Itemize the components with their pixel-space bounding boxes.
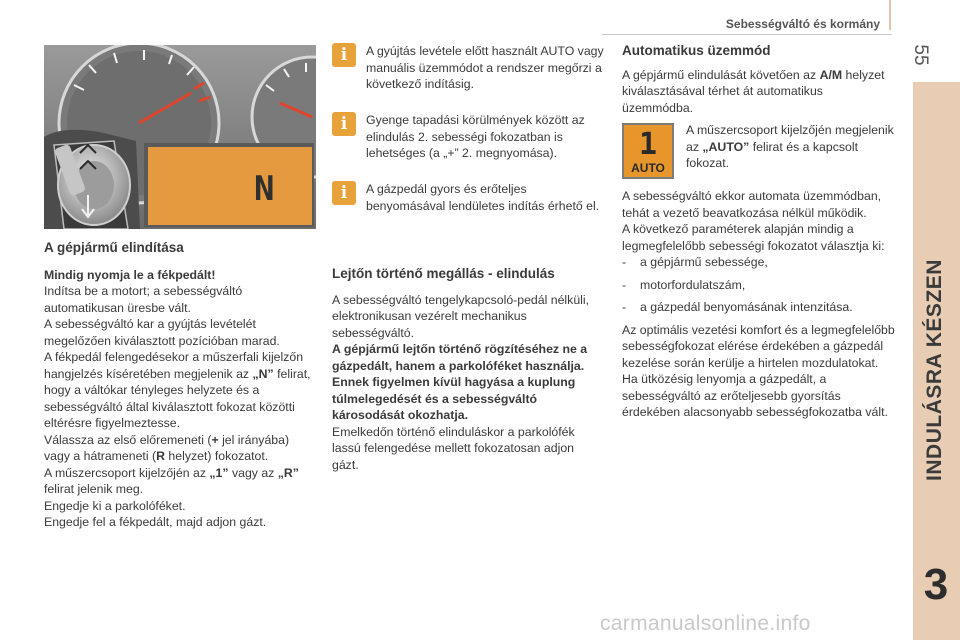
paragraph-5: A műszercsoport kijelzőjén az „1” vagy az „R” felirat jelenik meg. [44, 465, 299, 496]
paragraph-3: A fékpedál felengedésekor a műszerfali kijelzőn hangjelzés kíséretében megjelenik az „N” felirat, hogy a váltókar tényleges helyzete és a sebességváltó által kiválasztott fokozat közötti eltérésre figyelmeztesse. [44, 350, 311, 430]
gear-selector [44, 130, 140, 229]
header-divider [602, 34, 892, 35]
paragraph-7: Engedje fel a fékpedált, majd adjon gázt. [44, 515, 267, 529]
paragraph-6: Engedje ki a parkolóféket. [44, 498, 186, 513]
heading-hill-start: Lejtőn történő megállás - elindulás [332, 266, 555, 281]
hill-warning: A gépjármű lejtőn történő rögzítéséhez ne a gázpedált, hanem a parkolóféket használja. Ennek figyelmen kívül hagyása a kuplung túlmelegedését és a sebességváltó károsodását okozhatja. [332, 342, 588, 422]
auto-display-text [686, 122, 896, 172]
paragraph-2: A sebességváltó kar a gyújtás levételét megelőzően kiválasztott pozícióban marad. [44, 317, 280, 348]
auto-paragraph-3: A sebességváltó ekkor automata üzemmódban, tehát a vezető beavatkozása nélkül működik. [622, 189, 882, 220]
parameter-list [622, 254, 896, 316]
auto-paragraph-4: A következő paraméterek alapján mindig a legmegfelelőbb sebességi fokozatot választja ki: [622, 222, 885, 253]
heading-auto-mode: Automatikus üzemmód [622, 43, 771, 58]
info-icon: i [332, 43, 356, 67]
display-gear-symbol: N [254, 169, 275, 209]
hill-paragraph-1: A sebességváltó tengelykapcsoló-pedál nélküli, elektronikusan vezérelt mechanikus sebességváltó. [332, 292, 590, 340]
auto-paragraph-1: A gépjármű elindulását követően az A/M helyzet kiválasztásával térhet át automatikus üzemmódba. [622, 67, 885, 115]
auto-paragraph-2: A műszercsoport kijelzőjén megjelenik az „AUTO” felirat és a kapcsolt fokozat. [686, 123, 894, 170]
chapter-title: INDULÁSRA KÉSZEN [923, 259, 946, 481]
list-item: - motorfordulatszám, [622, 277, 896, 294]
auto-paragraph-5: Az optimális vezetési komfort és a legmegfelelőbb sebességfokozat elérése érdekében a gázpedál kezelése során kerülje a hirtelen mozdulatokat. [622, 322, 895, 370]
header-accent-line [889, 0, 891, 30]
info-text-2: Gyenge tapadási körülmények között az elindulás 2. sebességi fokozatban is lehetséges (a „+” 2. megnyomása). [366, 113, 585, 160]
auto-gear-digit: 1 [638, 127, 658, 162]
auto-paragraph-6: Ha ütközésig lenyomja a gázpedált, a sebességváltó az erőteljesebb gyorsítás érdekében alacsonyabb sebességfokozatba vált. [622, 372, 888, 419]
column-auto-mode [622, 43, 894, 116]
watermark: carmanualsonline.info [600, 612, 811, 635]
auto-label: AUTO [631, 161, 665, 175]
info-text-1: A gyújtás levétele előtt használt AUTO vagy manuális üzemmódot a rendszer megőrzi a következő indításig. [366, 44, 604, 91]
chapter-number: 3 [923, 560, 949, 609]
info-icon: i [332, 112, 356, 136]
instrument-display [144, 143, 314, 227]
hill-paragraph-2: Emelkedőn történő elinduláskor a parkolófék lassú felengedése mellett fokozatosan adjon gázt. [332, 424, 575, 472]
auto-display-illustration [622, 123, 674, 179]
bold-intro: Mindig nyomja le a fékpedált! [44, 267, 216, 282]
column-starting [44, 240, 316, 531]
paragraph-1: Indítsa be a motort; a sebességváltó automatikusan üresbe vált. [44, 284, 243, 315]
dashboard-illustration [44, 45, 316, 229]
dashboard-svg [44, 45, 316, 229]
page-number: 55 [910, 44, 931, 66]
info-icon: i [332, 181, 356, 205]
column-hill-start [332, 266, 604, 473]
info-text-3: A gázpedál gyors és erőteljes benyomásával lendületes indítás érhető el. [366, 182, 600, 213]
list-item: - a gépjármű sebessége, [622, 254, 896, 271]
section-title: Sebességváltó és kormány [725, 17, 880, 31]
list-item: - a gázpedál benyomásának intenzitása. [622, 299, 896, 316]
auto-mode-body [622, 188, 896, 421]
chapter-title-container [910, 180, 960, 560]
paragraph-4: Válassza az első előremeneti (+ jel irányába) vagy a hátrameneti (R helyzet) fokozatot. [44, 432, 290, 463]
heading-starting: A gépjármű elindítása [44, 240, 184, 255]
